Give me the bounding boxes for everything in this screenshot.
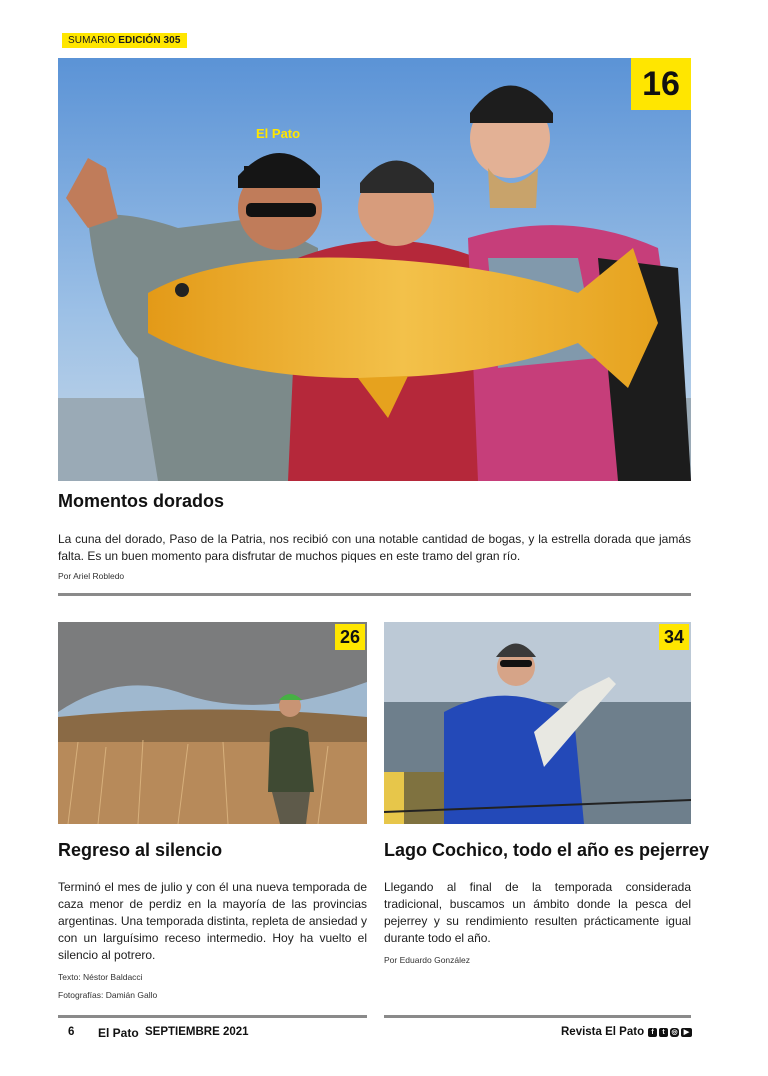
footer-date: SEPTIEMBRE 2021: [145, 1026, 249, 1038]
article-right-divider: [384, 1015, 691, 1018]
hunter-photo: [58, 622, 367, 824]
article-left-body: Terminó el mes de julio y con él una nueva temporada de caza menor de perdiz en la mayoría de las provincias argentinas. Una temporada distinta, repleta de ansiedad y con un larguísimo receso intermedio. Hoy ha vuelto el silencio al potrero.: [58, 880, 367, 962]
article-left-divider: [58, 1015, 367, 1018]
twitter-icon[interactable]: t: [659, 1028, 668, 1037]
feature-divider: [58, 593, 691, 596]
article-right-title: Lago Cochico, todo el año es pejerrey: [384, 840, 710, 860]
section-tag: [62, 33, 187, 48]
feature-credit: Por Ariel Robledo: [58, 571, 125, 581]
social-icons: [648, 1028, 692, 1037]
fishing-group-photo: [58, 58, 691, 481]
angler-photo: [384, 622, 691, 824]
edition-label: EDICIÓN 305: [118, 35, 181, 46]
footer-page-number: 6: [68, 1026, 75, 1038]
article-left-credit-text: Texto: Néstor Baldacci: [58, 972, 143, 982]
feature-body: La cuna del dorado, Paso de la Patria, nos recibió con una notable cantidad de bogas, y la estrella dorada que jamás falta. Es un buen momento para disfrutar de muchos piques en este tramo del gran río.: [58, 532, 691, 563]
article-right-page-number: 34: [659, 624, 689, 650]
facebook-icon[interactable]: f: [648, 1028, 657, 1037]
section-label: SUMARIO: [68, 35, 116, 46]
article-left-title: Regreso al silencio: [58, 840, 223, 860]
footer-brand: El Pato: [98, 1026, 139, 1040]
feature-title: Momentos dorados: [58, 491, 225, 511]
article-left-page-number: 26: [335, 624, 365, 650]
article-right-photo: [384, 622, 691, 824]
article-right-credit: Por Eduardo González: [384, 955, 470, 965]
footer-magazine: Revista El Pato: [561, 1026, 645, 1038]
feature-page-number: 16: [631, 58, 691, 110]
feature-photo: [58, 58, 691, 481]
article-left-credit-photo: Fotografías: Damián Gallo: [58, 990, 158, 1000]
youtube-icon[interactable]: ▶: [681, 1028, 692, 1037]
instagram-icon[interactable]: ◎: [671, 1029, 678, 1036]
article-right-body: Llegando al final de la temporada considerada tradicional, buscamos un ámbito donde la pesca del pejerrey y su rendimiento resulten prácticamente igual durante todo el año.: [384, 880, 691, 945]
svg-text:El Pato: El Pato: [256, 126, 301, 141]
article-left-photo: [58, 622, 367, 824]
